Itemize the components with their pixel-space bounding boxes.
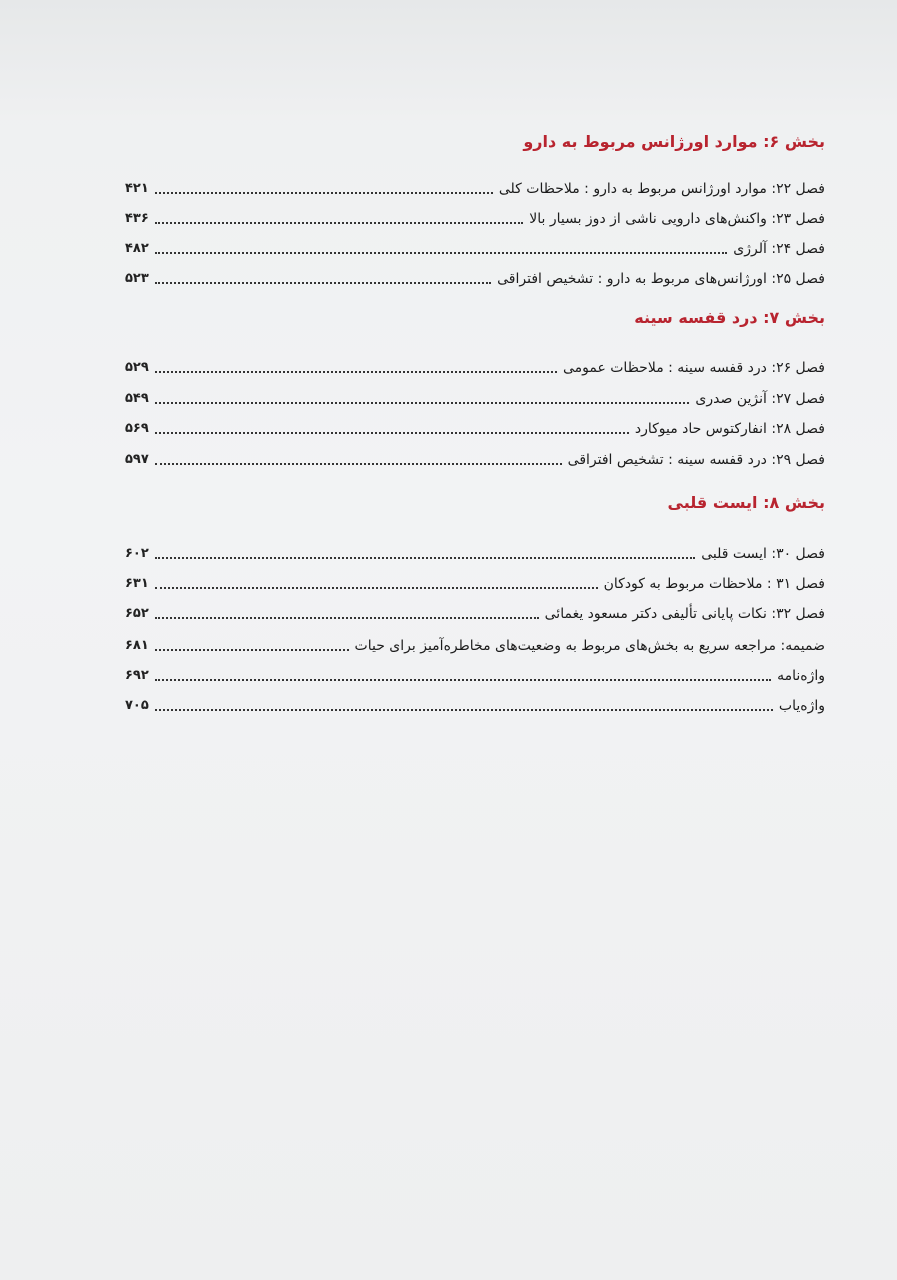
entry-title: فصل ۲۵: اورژانس‌های مربوط به دارو : تشخیص افتراقی [497, 271, 825, 287]
dot-leader [155, 708, 773, 711]
toc-entry[interactable] [125, 206, 825, 228]
page-number: ۷۰۵ [125, 698, 149, 713]
page-number: ۴۳۶ [125, 211, 149, 226]
toc-entry[interactable] [125, 416, 825, 438]
dot-leader [155, 251, 727, 254]
dot-leader [155, 281, 491, 284]
entry-title: فصل ۲۲: موارد اورژانس مربوط به دارو : ملاحظات کلی [498, 181, 825, 197]
toc-entry[interactable] [125, 693, 825, 715]
page-number: ۶۰۲ [125, 546, 149, 561]
page-number: ۵۹۷ [125, 452, 149, 467]
entry-title: فصل ۲۳: واکنش‌های دارویی ناشی از دوز بسیار بالا [529, 211, 825, 227]
page-number: ۵۶۹ [125, 421, 149, 436]
toc-entry[interactable] [125, 176, 825, 198]
page-number: ۵۲۹ [125, 360, 149, 375]
section-heading-8: بخش ۸: ایست قلبی [667, 493, 825, 512]
dot-leader [155, 401, 690, 404]
entry-title: واژه‌نامه [777, 668, 825, 684]
toc-entry[interactable] [125, 571, 825, 593]
dot-leader [155, 370, 557, 373]
section-heading-6: بخش ۶: موارد اورژانس مربوط به دارو [523, 132, 825, 151]
page-number: ۵۲۳ [125, 271, 149, 286]
page-top-shadow [0, 0, 897, 120]
dot-leader [155, 616, 539, 619]
entry-title: ضمیمه: مراجعه سریع به بخش‌های مربوط به وضعیت‌های مخاطره‌آمیز برای حیات [354, 638, 825, 654]
page-number: ۵۴۹ [125, 391, 149, 406]
dot-leader [155, 191, 493, 194]
toc-entry[interactable] [125, 633, 825, 655]
page-number: ۶۳۱ [125, 576, 149, 591]
section-heading-7: بخش ۷: درد قفسه سینه [634, 308, 825, 327]
entry-title: فصل ۲۸: انفارکتوس حاد میوکارد [634, 421, 825, 437]
toc-entry[interactable] [125, 355, 825, 377]
toc-entry[interactable] [125, 266, 825, 288]
page-number: ۶۸۱ [125, 638, 149, 653]
dot-leader [155, 648, 349, 651]
toc-entry[interactable] [125, 601, 825, 623]
entry-title: فصل ۲۷: آنژین صدری [695, 391, 825, 407]
page-number: ۴۲۱ [125, 181, 149, 196]
dot-leader [155, 431, 629, 434]
entry-title: فصل ۲۴: آلرژی [733, 241, 825, 257]
entry-title: فصل ۳۰: ایست قلبی [701, 546, 825, 562]
dot-leader [155, 221, 523, 224]
entry-title: فصل ۳۲: نکات پایانی تألیفی دکتر مسعود یغمائی [544, 606, 825, 622]
toc-entry[interactable] [125, 386, 825, 408]
dot-leader [155, 678, 771, 681]
dot-leader [155, 462, 562, 465]
entry-title: فصل ۲۹: درد قفسه سینه : تشخیص افتراقی [567, 452, 825, 468]
entry-title: واژه‌یاب [778, 698, 825, 714]
page-number: ۶۵۲ [125, 606, 149, 621]
page-number: ۶۹۲ [125, 668, 149, 683]
toc-entry[interactable] [125, 663, 825, 685]
entry-title: فصل ۳۱ : ملاحظات مربوط به کودکان [603, 576, 825, 592]
dot-leader [155, 556, 695, 559]
toc-entry[interactable] [125, 541, 825, 563]
toc-entry[interactable] [125, 236, 825, 258]
toc-entry[interactable] [125, 447, 825, 469]
dot-leader [155, 586, 598, 589]
page-number: ۴۸۲ [125, 241, 149, 256]
entry-title: فصل ۲۶: درد قفسه سینه : ملاحظات عمومی [562, 360, 825, 376]
